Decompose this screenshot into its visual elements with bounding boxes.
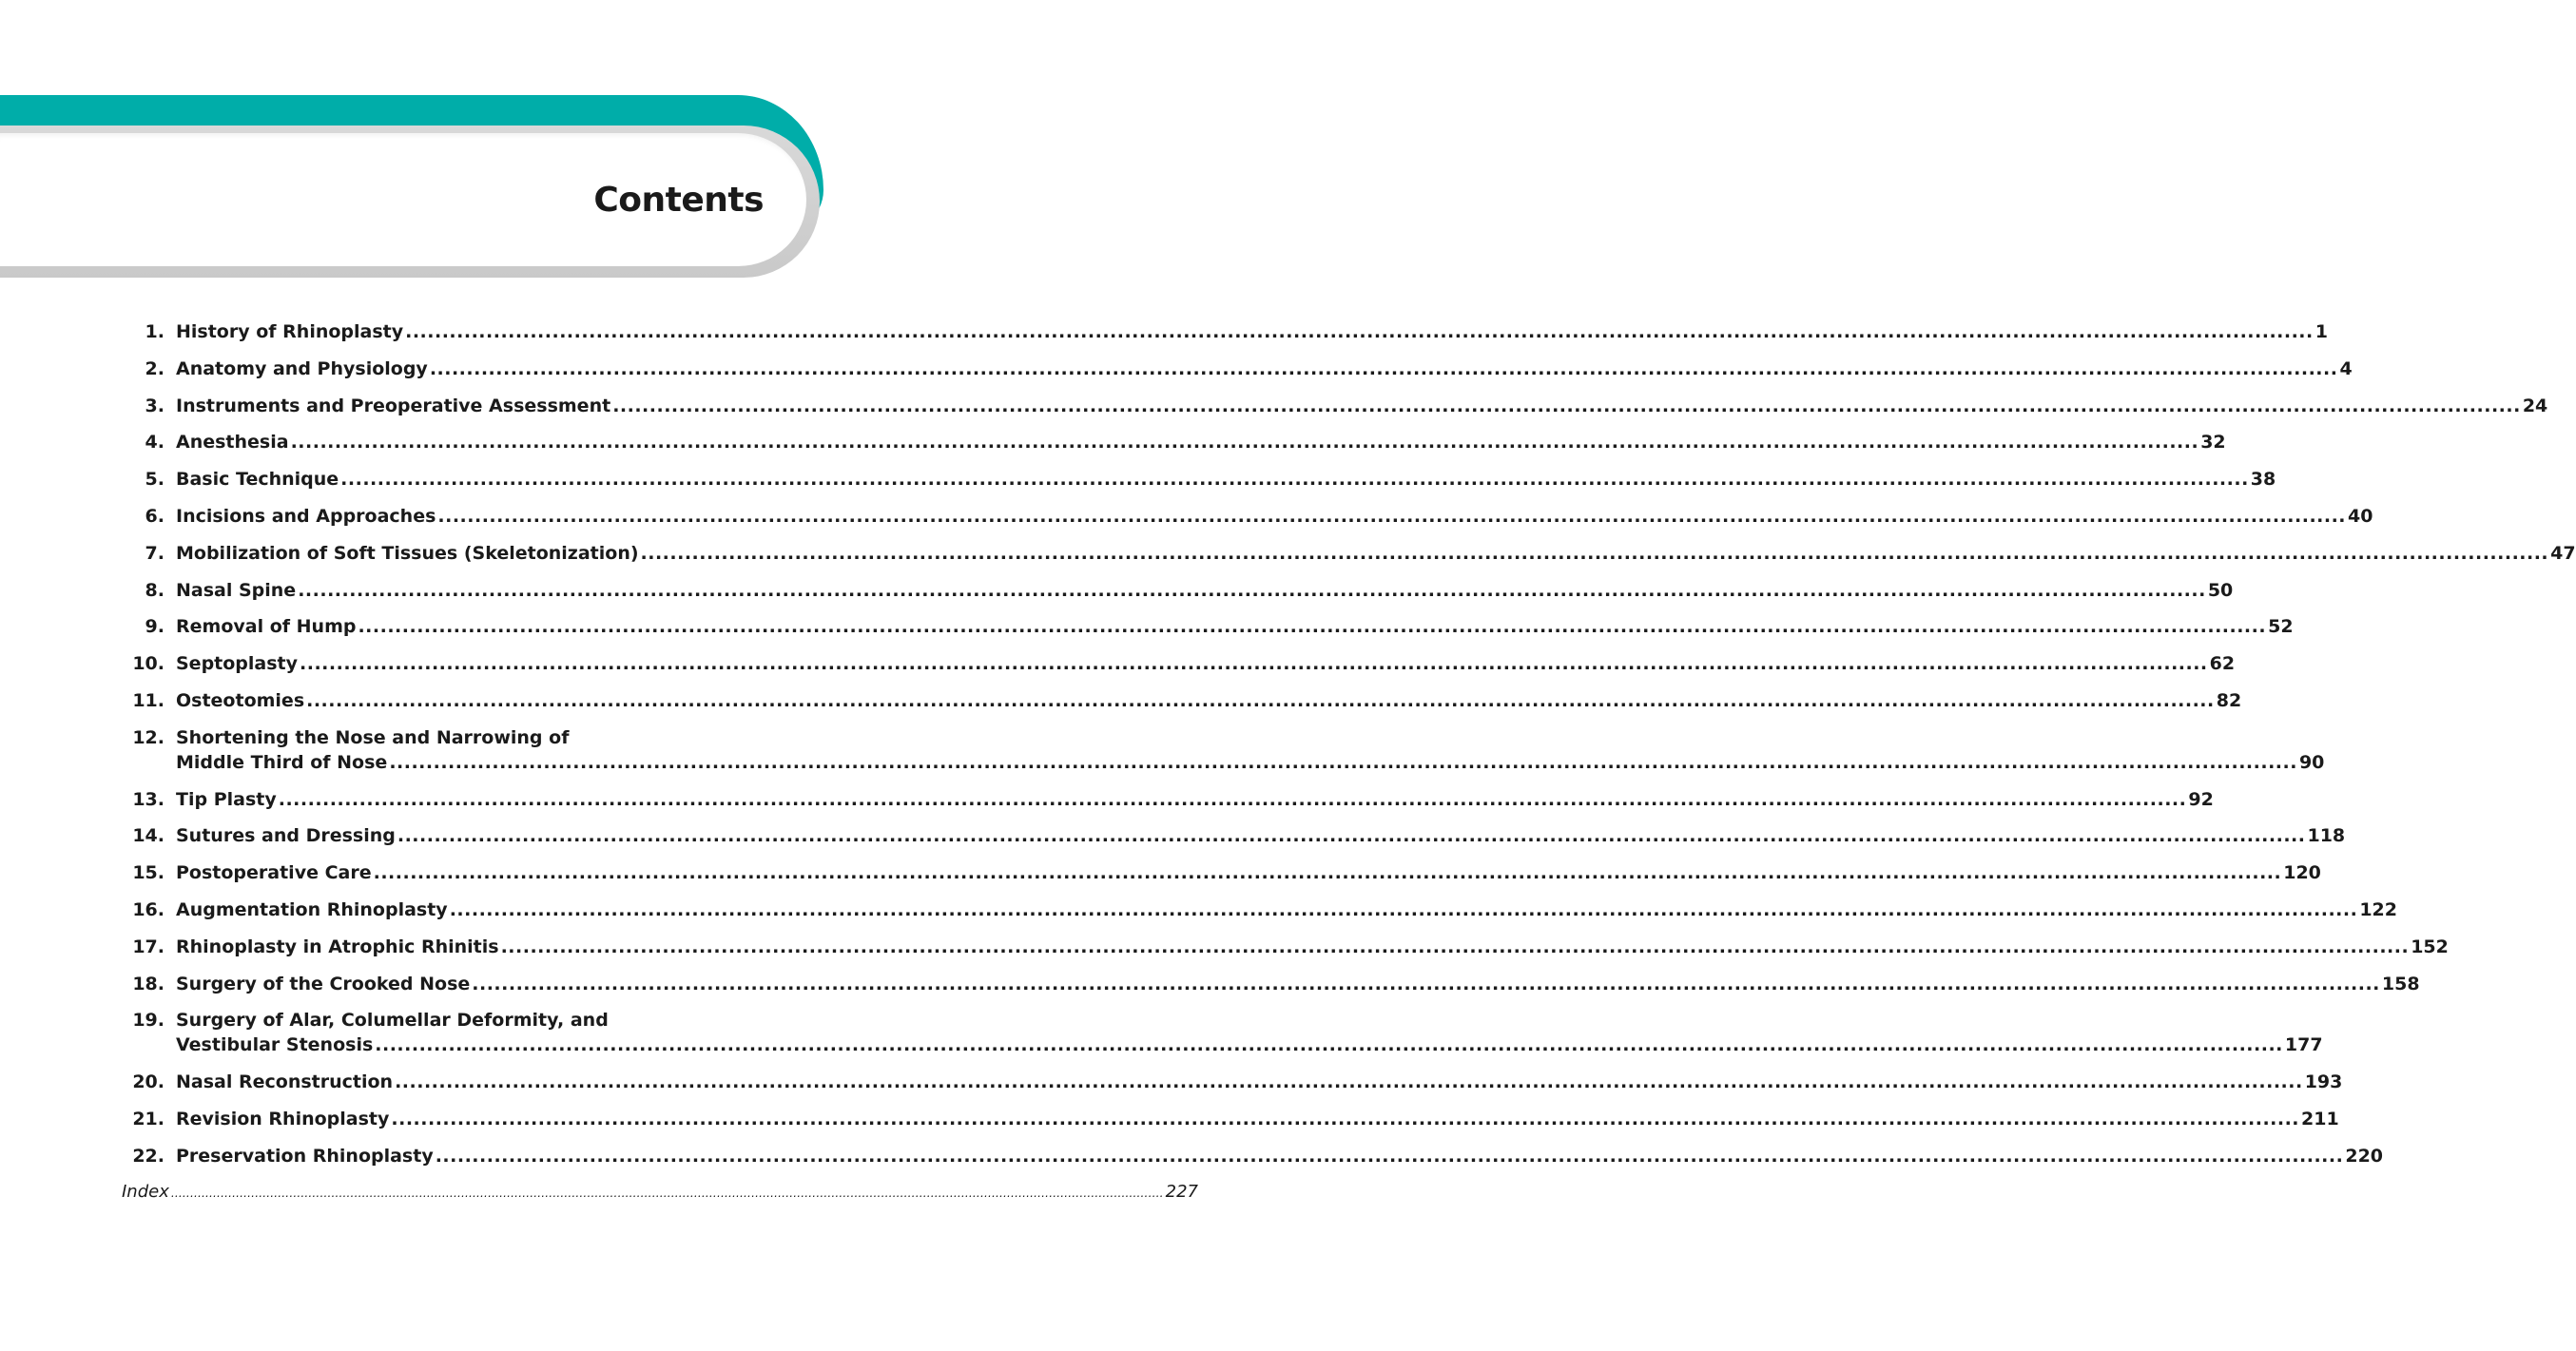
toc-entry-number: 10. <box>132 653 165 675</box>
toc-entry-line <box>176 823 2345 848</box>
table-of-contents <box>122 319 2576 1181</box>
toc-entry-page: 82 <box>2216 689 2242 711</box>
toc-entry-body <box>176 935 2449 959</box>
toc-leader-dots <box>374 860 2282 885</box>
toc-entry-page: 122 <box>2359 898 2397 920</box>
toc-entry-number: 3. <box>145 395 165 416</box>
toc-entry[interactable] <box>122 614 2294 639</box>
toc-entry-title: Osteotomies <box>176 689 305 711</box>
toc-entry-body <box>176 614 2294 639</box>
toc-entry-body <box>176 897 2397 922</box>
toc-entry-page: 177 <box>2284 1034 2323 1056</box>
toc-entry-number: 12. <box>132 726 165 748</box>
toc-entry-body <box>176 1107 2339 1131</box>
toc-entry-line <box>176 394 2547 418</box>
toc-entry[interactable] <box>122 1008 2323 1057</box>
toc-entry[interactable] <box>122 935 2449 959</box>
toc-entry-body <box>176 578 2233 603</box>
toc-entry-title: Augmentation Rhinoplasty <box>176 898 448 920</box>
toc-entry[interactable] <box>122 357 2353 381</box>
toc-entry-number: 7. <box>145 542 165 564</box>
toc-entry-page: 32 <box>2200 432 2226 454</box>
toc-entry[interactable] <box>122 1107 2339 1131</box>
toc-entry[interactable] <box>122 688 2242 713</box>
toc-entry-body <box>176 688 2241 713</box>
toc-entry-title: Septoplasty <box>176 653 299 675</box>
toc-entry-body <box>176 787 2214 812</box>
toc-entry-line <box>176 787 2214 812</box>
toc-entry-title: Incisions and Approaches <box>176 505 436 527</box>
toc-entry-line <box>176 541 2576 566</box>
toc-entry-page: 220 <box>2345 1145 2384 1167</box>
toc-entry-body <box>176 725 2324 775</box>
toc-entry-page: 92 <box>2188 788 2214 810</box>
toc-entry-line <box>176 972 2420 996</box>
toc-entry[interactable] <box>122 430 2226 454</box>
toc-entry-title: Surgery of the Crooked Nose <box>176 973 471 994</box>
toc-leader-dots <box>389 750 2297 775</box>
toc-entry-page: 211 <box>2301 1108 2339 1129</box>
toc-entry-line <box>176 614 2294 639</box>
toc-leader-dots <box>300 651 2208 676</box>
toc-entry-page: 38 <box>2250 469 2276 491</box>
toc-entry[interactable] <box>122 394 2548 418</box>
toc-entry-title: History of Rhinoplasty <box>176 321 404 342</box>
toc-entry-line <box>176 578 2233 603</box>
toc-entry-body <box>176 823 2345 848</box>
toc-entry-title: Postoperative Care <box>176 862 372 884</box>
toc-entry-title: Sutures and Dressing <box>176 825 396 847</box>
toc-entry-page: 118 <box>2307 825 2346 847</box>
toc-leader-dots <box>306 688 2215 713</box>
toc-entry-body <box>176 651 2235 676</box>
toc-entry[interactable] <box>122 319 2328 344</box>
toc-leader-dots <box>298 578 2206 603</box>
toc-entry-title: Mobilization of Soft Tissues (Skeletonization) <box>176 542 639 564</box>
toc-entry-line <box>176 1070 2342 1094</box>
toc-entry-number: 18. <box>132 973 165 994</box>
toc-leader-dots <box>375 1033 2283 1057</box>
toc-entry-number: 1. <box>145 321 165 342</box>
toc-entry-body <box>176 541 2576 566</box>
page-title: Contents <box>593 181 764 220</box>
toc-entry-number: 13. <box>132 788 165 810</box>
toc-entry-line <box>176 688 2241 713</box>
toc-entry-number: 15. <box>132 862 165 884</box>
toc-entry-title: Removal of Hump <box>176 616 357 638</box>
toc-leader-dots <box>501 935 2410 959</box>
toc-entry-line <box>176 430 2226 454</box>
toc-entry-line <box>176 467 2276 492</box>
toc-entry[interactable] <box>122 467 2276 492</box>
toc-leader-dots <box>171 1181 1164 1206</box>
toc-entry-line <box>176 860 2321 885</box>
toc-leader-dots <box>291 430 2199 454</box>
toc-entry-number: 14. <box>132 825 165 847</box>
toc-entry-page: 52 <box>2268 616 2294 638</box>
toc-entry-title: Nasal Spine <box>176 579 297 601</box>
toc-leader-dots <box>436 1144 2344 1168</box>
toc-index-page: 227 <box>1165 1182 1198 1202</box>
toc-entry-page: 4 <box>2339 357 2353 379</box>
toc-leader-dots <box>395 1070 2303 1094</box>
toc-entry-page: 193 <box>2304 1071 2343 1093</box>
toc-entry-title: Rhinoplasty in Atrophic Rhinitis <box>176 936 499 957</box>
toc-entry-title: Nasal Reconstruction <box>176 1071 394 1093</box>
toc-entry-line <box>176 319 2328 344</box>
toc-leader-dots <box>641 541 2549 566</box>
toc-entry-page: 158 <box>2381 973 2420 994</box>
toc-entry-title: Instruments and Preoperative Assessment <box>176 395 611 416</box>
toc-leader-dots <box>405 319 2314 344</box>
toc-entry[interactable] <box>122 541 2576 566</box>
toc-leader-dots <box>279 787 2187 812</box>
toc-entry[interactable] <box>122 651 2236 676</box>
toc-entry[interactable] <box>122 897 2397 922</box>
toc-entry-line <box>176 357 2353 381</box>
toc-entry-number: 19. <box>132 1010 165 1032</box>
toc-leader-dots <box>612 394 2521 418</box>
toc-entry-number: 17. <box>132 936 165 957</box>
toc-entry-body <box>176 1144 2383 1168</box>
toc-entry-line <box>176 1144 2383 1168</box>
toc-entry-body <box>176 430 2226 454</box>
toc-entry-title-line1: Shortening the Nose and Narrowing of <box>176 726 570 748</box>
toc-entry-number: 5. <box>145 469 165 491</box>
toc-entry-body <box>176 972 2420 996</box>
toc-entry-line <box>176 504 2373 529</box>
toc-entry-line <box>176 935 2449 959</box>
toc-entry-title: Preservation Rhinoplasty <box>176 1145 434 1167</box>
toc-entry-number: 9. <box>145 616 165 638</box>
toc-entry-page: 120 <box>2283 862 2321 884</box>
toc-entry[interactable] <box>122 787 2214 812</box>
toc-entry-title: Anesthesia <box>176 432 289 454</box>
toc-entry-body <box>176 394 2547 418</box>
toc-entry-number: 6. <box>145 505 165 527</box>
toc-leader-dots <box>450 897 2358 922</box>
toc-entry-page: 47 <box>2550 542 2576 564</box>
toc-entry-line <box>176 1107 2339 1131</box>
toc-entry[interactable] <box>122 578 2234 603</box>
toc-entry[interactable] <box>122 823 2346 848</box>
toc-entry-number: 2. <box>145 357 165 379</box>
toc-entry-page: 152 <box>2411 936 2449 957</box>
toc-leader-dots <box>430 357 2338 381</box>
toc-entry-page: 50 <box>2207 579 2234 601</box>
toc-entry-page: 40 <box>2348 505 2373 527</box>
toc-entry-number: 16. <box>132 898 165 920</box>
toc-entry[interactable] <box>122 1144 2384 1168</box>
toc-entry-page: 1 <box>2315 321 2328 342</box>
toc-leader-dots <box>437 504 2346 529</box>
toc-index-entry[interactable] <box>122 1180 1198 1206</box>
toc-entry[interactable] <box>122 504 2373 529</box>
toc-entry-body <box>176 1008 2323 1057</box>
toc-entry-title: Basic Technique <box>176 469 339 491</box>
toc-entry-number: 8. <box>145 579 165 601</box>
toc-entry-title: Anatomy and Physiology <box>176 357 428 379</box>
toc-index-title: Index <box>122 1182 169 1202</box>
toc-entry-page: 90 <box>2298 751 2325 773</box>
toc-entry-number: 4. <box>145 432 165 454</box>
toc-entry-line <box>176 1033 2323 1057</box>
toc-entry-number: 11. <box>132 689 165 711</box>
toc-entry-number: 22. <box>132 1145 165 1167</box>
toc-entry-body <box>176 860 2321 885</box>
toc-entry-title: Middle Third of Nose <box>176 751 388 773</box>
toc-entry-body <box>176 319 2328 344</box>
toc-leader-dots <box>391 1107 2299 1131</box>
toc-leader-dots <box>358 614 2266 639</box>
toc-entry[interactable] <box>122 860 2321 885</box>
toc-entry-title-line1: Surgery of Alar, Columellar Deformity, and <box>176 1010 609 1032</box>
toc-entry-title: Vestibular Stenosis <box>176 1034 374 1056</box>
toc-leader-dots <box>340 467 2249 492</box>
toc-entry-body <box>176 504 2373 529</box>
toc-leader-dots <box>472 972 2380 996</box>
toc-entry-title: Tip Plasty <box>176 788 277 810</box>
toc-entry-title: Revision Rhinoplasty <box>176 1108 390 1129</box>
toc-entry-body <box>176 467 2276 492</box>
toc-entry[interactable] <box>122 725 2325 775</box>
toc-entry-number: 21. <box>132 1108 165 1129</box>
toc-entry-page: 62 <box>2209 653 2236 675</box>
toc-entry-number: 20. <box>132 1071 165 1093</box>
toc-entry-line <box>176 651 2235 676</box>
toc-entry[interactable] <box>122 1070 2343 1094</box>
toc-entry-page: 24 <box>2522 395 2548 416</box>
toc-entry-line <box>176 897 2397 922</box>
toc-leader-dots <box>397 823 2306 848</box>
toc-entry-body <box>176 1070 2342 1094</box>
toc-entry[interactable] <box>122 972 2420 996</box>
toc-entry-line <box>176 750 2324 775</box>
toc-entry-body <box>176 357 2353 381</box>
